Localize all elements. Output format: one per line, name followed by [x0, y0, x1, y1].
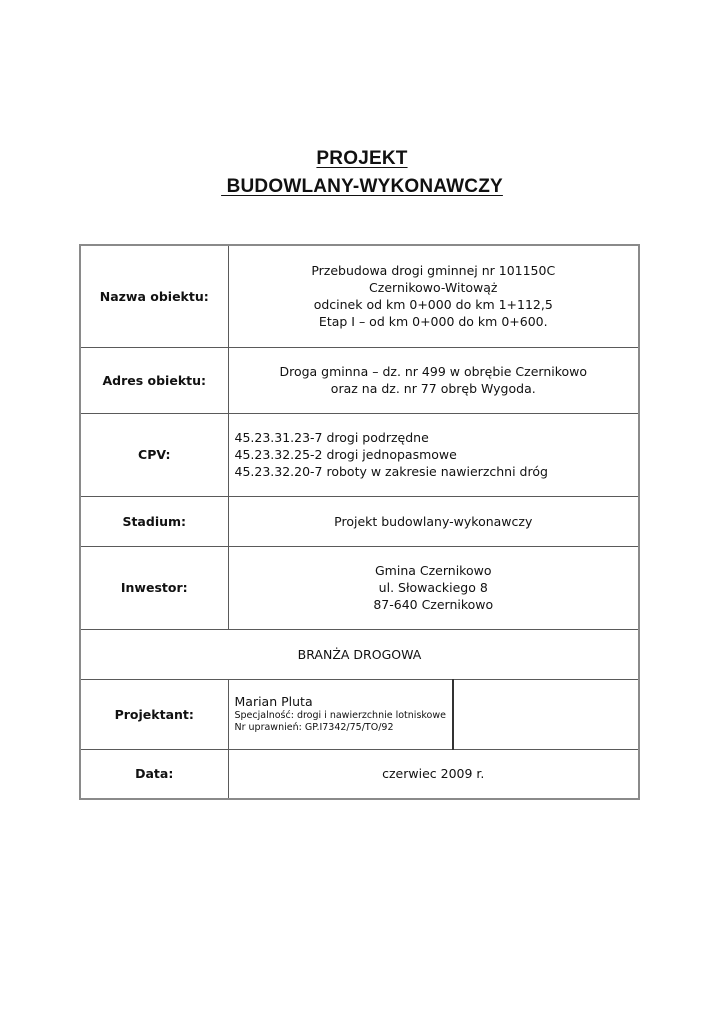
label-adres-obiektu: Adres obiektu:	[80, 347, 228, 413]
row-projektant	[80, 679, 639, 749]
row-branza	[80, 629, 639, 679]
cpv-line-1: 45.23.31.23-7 drogi podrzędne	[234, 430, 429, 445]
projektant-name: Marian Pluta	[234, 694, 313, 709]
label-nazwa-obiektu: Nazwa obiektu:	[80, 245, 228, 347]
row-data	[80, 749, 639, 799]
document-title-line-1: PROJEKT	[316, 148, 408, 169]
label-projektant: Projektant:	[80, 679, 228, 749]
row-cpv	[80, 413, 639, 496]
project-info-table	[79, 244, 640, 800]
row-inwestor	[80, 546, 639, 629]
value-stadium: Projekt budowlany-wykonawczy	[228, 496, 639, 546]
inwestor-line-1: Gmina Czernikowo	[375, 563, 492, 578]
nazwa-line-3: odcinek od km 0+000 do km 1+112,5	[313, 297, 553, 313]
value-inwestor	[228, 546, 639, 629]
label-cpv: CPV:	[80, 413, 228, 496]
projektant-specjalnosc: Specjalność: drogi i nawierzchnie lotniskowe	[234, 710, 446, 721]
cpv-line-3: 45.23.32.20-7 roboty w zakresie nawierzchni dróg	[234, 464, 548, 479]
label-data: Data:	[80, 749, 228, 799]
document-title-line-2: BUDOWLANY-WYKONAWCZY	[221, 176, 503, 197]
value-projektant	[228, 679, 453, 749]
value-adres-obiektu	[228, 347, 639, 413]
row-stadium	[80, 496, 639, 546]
adres-line-1: Droga gminna – dz. nr 499 w obrębie Czernikowo	[279, 364, 588, 379]
value-nazwa-obiektu	[228, 245, 639, 347]
value-cpv	[228, 413, 639, 496]
projektant-uprawnienia: Nr uprawnień: GP.I7342/75/TO/92	[234, 722, 394, 733]
inwestor-line-2: ul. Słowackiego 8	[378, 580, 488, 595]
value-branza: BRANŻA DROGOWA	[80, 629, 639, 679]
nazwa-line-2: Czernikowo-Witowąż	[369, 280, 498, 296]
nazwa-line-4: Etap I – od km 0+000 do km 0+600.	[318, 314, 548, 330]
nazwa-line-1: Przebudowa drogi gminnej nr 101150C	[311, 263, 556, 279]
signature-box	[453, 679, 639, 749]
row-adres-obiektu	[80, 347, 639, 413]
cpv-line-2: 45.23.32.25-2 drogi jednopasmowe	[234, 447, 457, 462]
inwestor-line-3: 87-640 Czernikowo	[373, 597, 494, 612]
value-data: czerwiec 2009 r.	[228, 749, 639, 799]
label-stadium: Stadium:	[80, 496, 228, 546]
adres-line-2: oraz na dz. nr 77 obręb Wygoda.	[330, 381, 536, 396]
row-nazwa-obiektu	[80, 245, 639, 347]
label-inwestor: Inwestor:	[80, 546, 228, 629]
